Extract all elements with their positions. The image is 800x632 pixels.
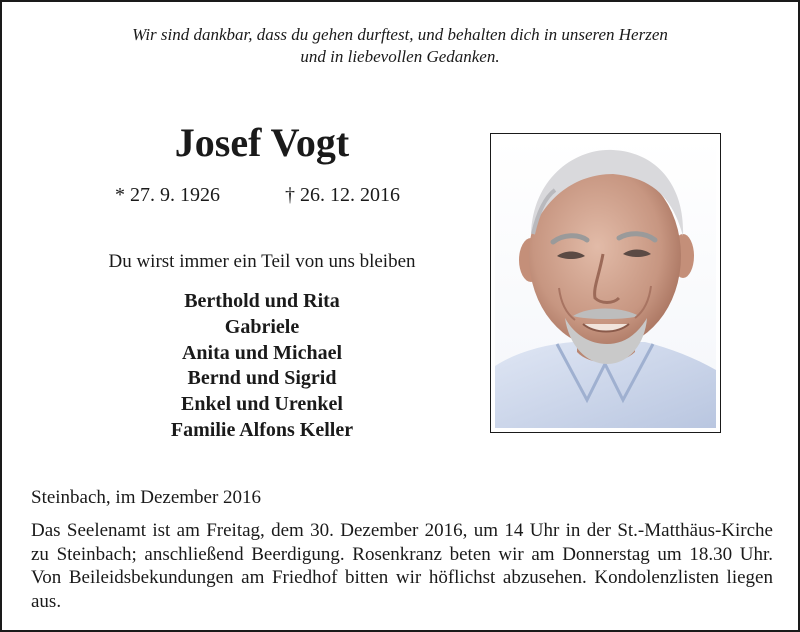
funeral-notice: Das Seelenamt ist am Freitag, dem 30. Dezember 2016, um 14 Uhr in der St.-Matthäus-Kirche zu Steinbach; anschließend Beerdigung. Rosenkranz beten wir am Donnerstag um 18.30 Uhr. Von Beileidsbekundungen am Friedhof bitten wir höflichst abzusehen. Kondolenzlisten liegen aus. [31,520,773,613]
motto-quote [2,24,798,68]
death-date: † 26. 12. 2016 [285,184,400,206]
mourner-entry: Enkel und Urenkel [181,393,343,416]
mourner-entry: Berthold und Rita [184,290,340,312]
portrait-photo [490,133,721,433]
mourners-list [42,289,482,444]
mourner-entry: Familie Alfons Keller [170,418,354,441]
mourner-entry: Anita und Michael [181,341,343,364]
place-and-date: Steinbach, im Dezember 2016 [31,487,262,508]
remembrance-line: Du wirst immer ein Teil von uns bleiben [108,251,416,272]
mourner-entry: Gabriele [224,315,300,338]
motto-line-2: und in liebevollen Gedanken. [300,47,500,66]
portrait-illustration [495,138,716,428]
deceased-name: Josef Vogt [174,120,350,165]
birth-date: * 27. 9. 1926 [115,184,220,206]
motto-line-1: Wir sind dankbar, dass du gehen durftest, und behalten dich in unseren Herzen [132,25,668,44]
mourner-entry: Bernd und Sigrid [187,367,337,390]
